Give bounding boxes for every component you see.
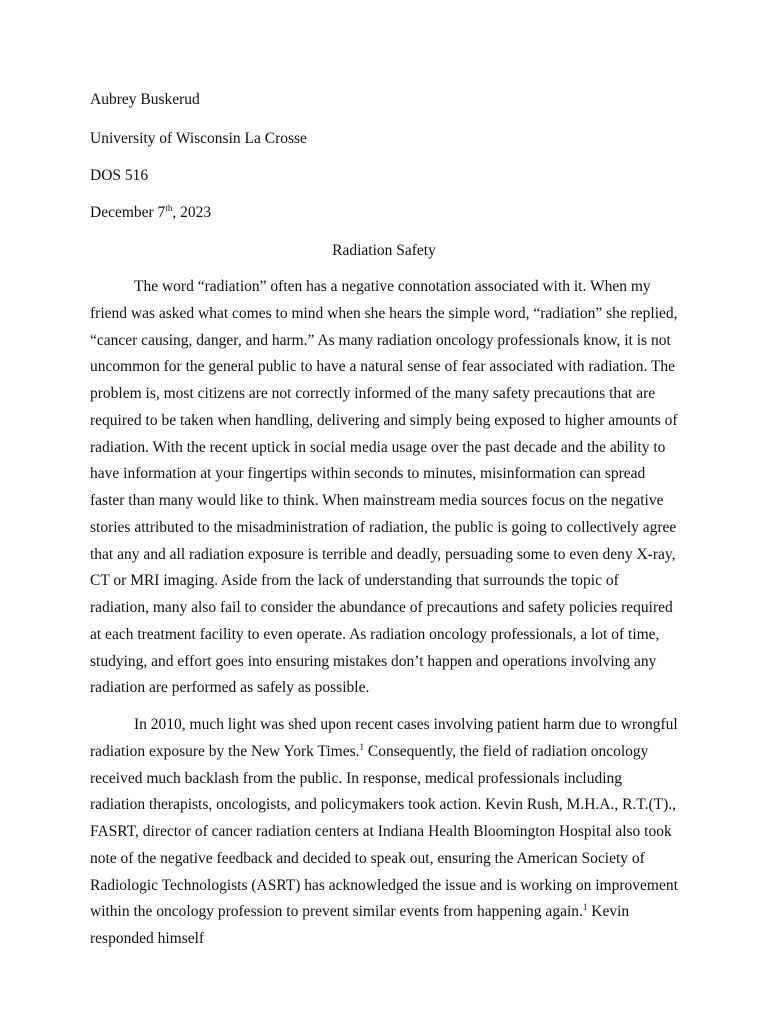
author-name: Aubrey Buskerud (90, 91, 200, 108)
body-paragraph-2 (90, 712, 678, 953)
document-date (90, 204, 211, 222)
paragraph-2-text-c: Kevin responded himself (90, 903, 630, 947)
course-code: DOS 516 (90, 167, 149, 184)
citation-marker: 1 (359, 741, 365, 752)
date-day-suffix: th (165, 203, 173, 213)
document-title: Radiation Safety (332, 242, 436, 259)
institution-name: University of Wisconsin La Crosse (90, 130, 307, 147)
citation-marker: 1 (582, 902, 588, 913)
paragraph-2-text-a: In 2010, much light was shed upon recent cases involving patient harm due to wrongful radiation exposure by the New York Times. (90, 716, 678, 760)
date-month-day: December 7 (90, 204, 166, 221)
paragraph-1-text: The word “radiation” often has a negative connotation associated with it. When my friend was asked what comes to mind when she hears the simple word, “radiation” she replied, “cancer causing, danger, and harm.” As many radiation oncology professionals know, it is not uncommon for the general public to have a natural sense of fear associated with radiation. The problem is, most citizens are not correctly informed of the many safety precautions that are required to be taken when handling, delivering and simply being exposed to higher amounts of radiation. With the recent uptick in social media usage over the past decade and the ability to have information at your fingertips within seconds to minutes, misinformation can spread faster than many would like to think. When mainstream media sources focus on the negative stories attributed to the misadministration of radiation, the public is going to collectively agree that any and all radiation exposure is terrible and deadly, persuading some to even deny X-ray, CT or MRI imaging. Aside from the lack of understanding that surrounds the topic of radiation, many also fail to consider the abundance of precautions and safety policies required at each treatment facility to even operate. As radiation oncology professionals, a lot of time, studying, and effort goes into ensuring mistakes don’t happen and operations involving any radiation are performed as safely as possible. (90, 278, 678, 697)
body-paragraph-1 (90, 274, 678, 702)
date-year: , 2023 (172, 204, 212, 221)
paragraph-2-text-b: Consequently, the field of radiation oncology received much backlash from the public. In response, medical professionals including radiation therapists, oncologists, and policymakers took action. Kevin Rush, M.H.A., R.T.(T)., FASRT, director of cancer radiation centers at Indiana Health Bloomington Hospital also took note of the negative feedback and decided to speak out, ensuring the American Society of Radiologic Technologists (ASRT) has acknowledged the issue and is working on improvement within the oncology profession to prevent similar events from happening again. (90, 742, 678, 921)
